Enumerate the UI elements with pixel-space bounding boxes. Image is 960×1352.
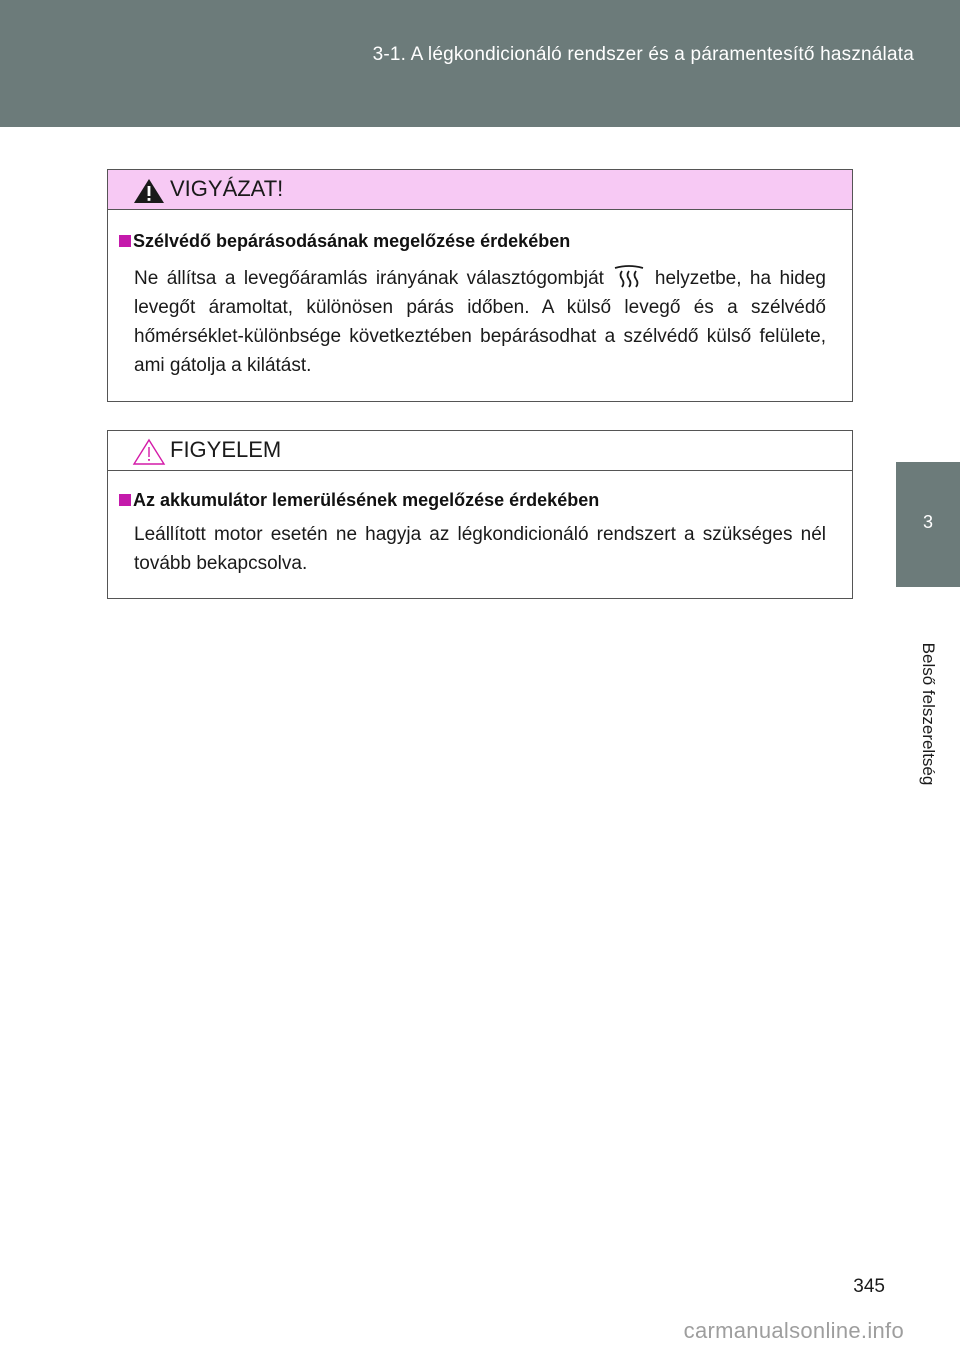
caution-triangle-outline-icon [132,438,166,466]
caution-text-part1: Ne állítsa a levegőáramlás irányának választógombját [134,268,604,289]
caution-item-title: Szélvédő bepárásodásának megelőzése érdekében [133,231,571,251]
notice-item-title: Az akkumulátor lemerülésének megelőzése érdekében [133,490,600,510]
notice-text: Leállított motor esetén ne hagyja az légkondicionáló rendszert a szükséges nél tovább bekapcsolva. [134,524,826,574]
caution-header [108,170,852,210]
watermark: carmanualsonline.info [683,1318,904,1343]
page-number: 345 [853,1276,885,1297]
chapter-tab [896,462,960,587]
notice-header [108,431,852,471]
caution-text-part2: helyzetbe, ha hideg levegőt áramoltat, különösen párás időben. A külső levegő és a szélvédő hőmérséklet-különbsége következtében bepárásodhat a szélvédő külső felülete, ami gátolja a kilátást. [134,268,827,376]
section-title: 3-1. A légkondicionáló rendszer és a páramentesítő használata [372,44,914,65]
windshield-defroster-icon [612,264,646,288]
chapter-number: 3 [922,512,933,532]
notice-box [107,430,853,599]
warning-triangle-icon [132,177,166,205]
caution-text [134,264,826,380]
header-band [0,0,960,127]
caution-title: VIGYÁZAT! [170,176,284,201]
notice-title: FIGYELEM [170,437,282,462]
notice-bullet [119,494,131,506]
chapter-label: Belső felszereltség [919,642,938,786]
caution-box [107,169,853,402]
caution-bullet [119,235,131,247]
